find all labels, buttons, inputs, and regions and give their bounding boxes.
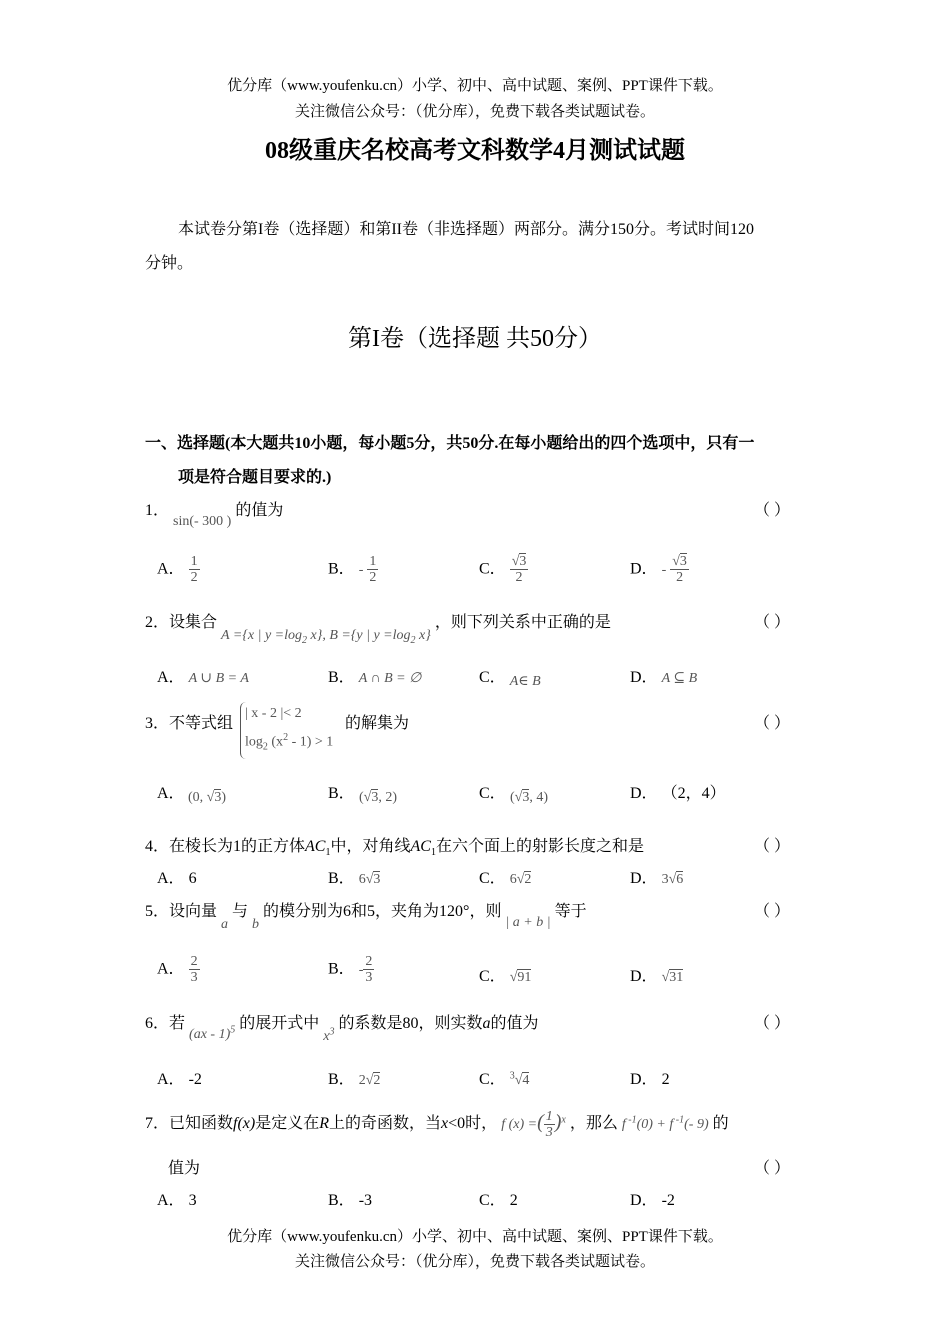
- question-stem: 设集合: [169, 614, 218, 631]
- option-label: A．: [157, 870, 185, 887]
- question-stem-tail: 的解集为: [345, 715, 410, 732]
- option-c: [479, 780, 506, 803]
- option-a: [157, 664, 249, 687]
- option-label: B．: [328, 785, 355, 802]
- math-expression: $x^3$: [323, 1026, 335, 1044]
- option-c: C． √91: [479, 968, 532, 985]
- inequality-system: [240, 702, 333, 759]
- option-value: 6: [188, 870, 197, 887]
- option-a: A． -2: [157, 1071, 202, 1088]
- option-value: A∈ B: [509, 674, 541, 689]
- question-7: 7．已知函数f(x)是定义在R上的奇函数，当x<0时， f (x) =( $\frac{1}{3}$ )$^x$ ，那么 f $^{-1}$(0) + f $^{-1}$(- 9) 的: [145, 1109, 729, 1141]
- option-b: [328, 780, 355, 803]
- option-label: D．: [630, 870, 658, 887]
- option-label: D．: [630, 669, 658, 686]
- fraction: $\frac{1}{2}$: [190, 554, 198, 586]
- question-number: 3．: [145, 715, 170, 732]
- option-label: C．: [479, 968, 506, 985]
- option-label: A．: [157, 560, 185, 578]
- answer-paren-3: （ ）: [753, 715, 790, 732]
- option-value: A ⊆ B: [661, 671, 698, 686]
- option-b: [328, 554, 378, 586]
- question-4: 4．在棱长为1的正方体$AC_1$中，对角线$AC_1$在六个面上的射影长度之和是: [145, 838, 644, 859]
- option-a: [157, 865, 197, 888]
- option-c: [479, 554, 528, 586]
- option-label: D．: [630, 560, 658, 578]
- option-label: C．: [479, 785, 506, 802]
- option-label: C．: [479, 1071, 506, 1088]
- option-label: D．: [630, 968, 658, 985]
- instructions-line-1: 一、选择题(本大题共10小题，每小题5分，共50分.在每小题给出的四个选项中，只有一: [145, 435, 755, 452]
- question-number: 2．: [145, 614, 170, 631]
- option-label: B．: [328, 1192, 355, 1209]
- header-line-1: 优分库（www.youfenku.cn）小学、初中、高中试题、案例、PPT课件下载。: [227, 78, 723, 94]
- option-label: B．: [328, 669, 355, 686]
- math-expression: f (x) =( $\frac{1}{3}$ )$^x$: [501, 1109, 566, 1141]
- inequality-line-1: | x - 2 |< 2: [245, 706, 302, 721]
- question-6: 6．若 (ax - 1)$^5$ 的展开式中 $x^3$ 的系数是80，则实数a的值为: [145, 1015, 539, 1044]
- option-label: B．: [328, 870, 355, 887]
- option-c: C． $^3$√4: [479, 1070, 530, 1088]
- minus-sign: -: [358, 562, 364, 578]
- question-1: [145, 497, 284, 529]
- option-a: [157, 554, 200, 586]
- question-number: 4．: [145, 838, 170, 855]
- option-label: D．: [630, 1192, 658, 1209]
- question-number: 7．: [145, 1115, 170, 1133]
- option-d: D． -2: [630, 1192, 675, 1209]
- option-d: [630, 554, 689, 586]
- answer-paren-5: （ ）: [753, 903, 790, 920]
- question-number: 1．: [145, 502, 170, 519]
- inequality-line-2: $\log_2 (x^2 - 1) > 1$: [245, 732, 334, 753]
- question-3: [145, 710, 233, 733]
- option-b: B． - $\frac{2}{3}$: [328, 954, 373, 986]
- option-d: [630, 664, 697, 687]
- option-label: B．: [328, 960, 355, 978]
- option-a: [157, 780, 185, 803]
- option-label: A．: [157, 1192, 185, 1209]
- section-title: 第I卷（选择题 共50分）: [348, 326, 602, 352]
- option-label: C．: [479, 870, 506, 887]
- option-d: D． √31: [630, 968, 684, 985]
- answer-paren-6: （ ）: [753, 1015, 790, 1032]
- fraction: $\frac{√3}{2}$: [511, 554, 527, 586]
- option-b: [328, 664, 421, 687]
- option-d: [630, 780, 726, 803]
- vector-b: b: [252, 917, 260, 932]
- answer-paren-7: （ ）: [753, 1160, 790, 1177]
- option-label: C．: [479, 560, 506, 578]
- option-d: D． 2: [630, 1071, 670, 1088]
- fraction: $\frac{1}{2}$: [369, 554, 377, 586]
- question-number: 5．: [145, 903, 170, 920]
- option-a: A． $\frac{2}{3}$: [157, 954, 198, 986]
- option-label: C．: [479, 669, 506, 686]
- option-c: C． 2: [479, 1192, 518, 1209]
- option-label: B．: [328, 1071, 355, 1088]
- answer-paren-2: （ ）: [753, 614, 790, 631]
- option-b-value: (√3, 2): [359, 790, 398, 805]
- math-expression: | a + b |: [505, 915, 551, 930]
- option-a-value: (0, √3): [188, 790, 227, 805]
- question-5: 5．设向量 a 与 b 的模分别为6和5，夹角为120°，则 | a + b | 等于: [145, 903, 587, 932]
- option-b: B． 6√3: [328, 870, 381, 887]
- math-expression: A ={x | $y =\log_2$ x}, B ={y | $y =\log_2$ x}: [221, 628, 431, 646]
- question-stem: 不等式组: [169, 715, 234, 732]
- intro-line-2: 分钟。: [145, 255, 194, 272]
- option-value: A ∪ B = A: [188, 671, 249, 686]
- intro-line-1: 本试卷分第I卷（选择题）和第II卷（非选择题）两部分。满分150分。考试时间120: [178, 221, 754, 238]
- option-label: A．: [157, 785, 185, 802]
- question-stem: 的值为: [235, 502, 284, 519]
- option-b: B． 2√2: [328, 1071, 381, 1088]
- footer-line-2: 关注微信公众号：（优分库），免费下载各类试题试卷。: [294, 1254, 655, 1270]
- minus-sign: -: [661, 562, 667, 578]
- option-label: B．: [328, 560, 355, 578]
- page-title: 08级重庆名校高考文科数学4月测试试题: [265, 138, 685, 164]
- math-expression: (ax - 1)$^5$: [189, 1024, 236, 1042]
- math-expression: f $^{-1}$(0) + f $^{-1}$(- 9): [621, 1114, 709, 1133]
- option-a: A． 3: [157, 1192, 197, 1209]
- question-stem-tail: ，则下列关系中正确的是: [434, 614, 611, 631]
- header-line-2: 关注微信公众号：（优分库），免费下载各类试题试卷。: [294, 104, 655, 120]
- fraction: $\frac{√3}{2}$: [672, 554, 687, 586]
- option-c: C． 6√2: [479, 870, 532, 887]
- option-b: B． -3: [328, 1192, 373, 1209]
- option-label: A．: [157, 669, 185, 686]
- option-c: [479, 664, 541, 687]
- option-c-value: (√3, 4): [510, 790, 549, 805]
- option-value: A ∩ B = ∅: [358, 671, 422, 686]
- vector-a: a: [221, 917, 229, 932]
- option-value: （2，4）: [661, 785, 726, 802]
- answer-paren-1: （ ）: [753, 502, 790, 519]
- answer-paren-4: （ ）: [753, 838, 790, 855]
- option-label: C．: [479, 1192, 506, 1209]
- option-label: D．: [630, 1071, 658, 1088]
- option-label: A．: [157, 1071, 185, 1088]
- instructions-line-2: 项是符合题目要求的.): [178, 469, 332, 486]
- question-2: [145, 609, 611, 646]
- option-d: D． 3√6: [630, 870, 684, 887]
- question-7-line-2: 值为: [168, 1160, 201, 1177]
- math-expression: sin(- 300 ): [173, 514, 232, 529]
- option-label: A．: [157, 960, 185, 978]
- footer-line-1: 优分库（www.youfenku.cn）小学、初中、高中试题、案例、PPT课件下载。: [227, 1229, 723, 1245]
- question-number: 6．: [145, 1015, 170, 1032]
- option-label: D．: [630, 785, 658, 802]
